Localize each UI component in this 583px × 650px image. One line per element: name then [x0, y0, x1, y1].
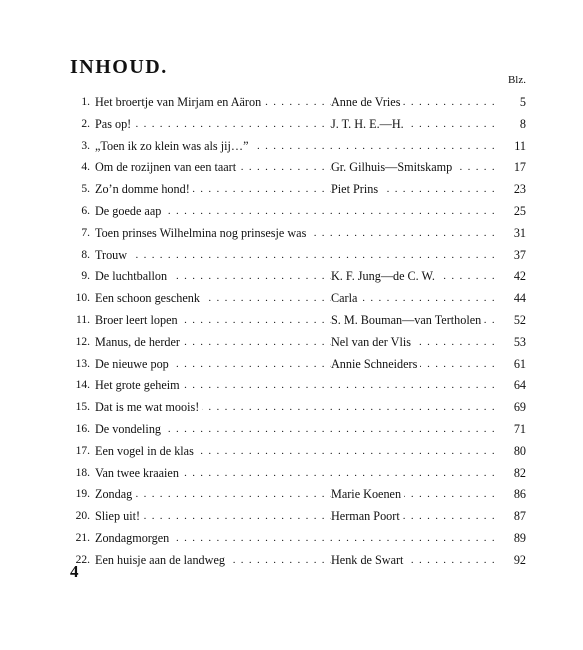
entry-page: 61 — [500, 354, 526, 376]
entry-number: 5. — [81, 183, 90, 196]
entry-number: 3. — [81, 139, 90, 152]
entry-number: 19. — [75, 488, 90, 501]
entry-author: Herman Poort — [331, 506, 403, 528]
toc-entry — [0, 332, 583, 354]
entry-title: Trouw — [95, 245, 130, 267]
toc-entry — [0, 92, 583, 114]
entry-title: De nieuwe pop — [95, 354, 172, 376]
entry-number: 10. — [75, 292, 90, 305]
toc-entry — [0, 245, 583, 267]
entry-title: Een schoon geschenk — [95, 288, 203, 310]
toc-entry — [0, 136, 583, 158]
table-of-contents — [0, 92, 583, 572]
entry-number: 14. — [75, 379, 90, 392]
entry-author: J. T. H. E.—H. — [331, 114, 407, 136]
toc-entry — [0, 506, 583, 528]
toc-entry — [0, 397, 583, 419]
entry-number: 17. — [75, 444, 90, 457]
entry-author: Piet Prins — [331, 179, 381, 201]
toc-entry — [0, 550, 583, 572]
entry-page: 11 — [500, 136, 526, 158]
entry-title: Dat is me wat moois! — [95, 397, 202, 419]
entry-number: 16. — [75, 422, 90, 435]
entry-number: 8. — [81, 248, 90, 261]
entry-title: Sliep uit! — [95, 506, 143, 528]
entry-title: Broer leert lopen — [95, 310, 181, 332]
entry-page: 23 — [500, 179, 526, 201]
page-number: 4 — [70, 562, 79, 581]
entry-title: Manus, de herder — [95, 332, 183, 354]
dot-leader — [95, 245, 517, 267]
entry-title: Zondag — [95, 484, 135, 506]
entry-page: 37 — [500, 245, 526, 267]
entry-author: K. F. Jung—de C. W. — [331, 266, 438, 288]
entry-number: 6. — [81, 204, 90, 217]
entry-title: Een huisje aan de landweg — [95, 550, 228, 572]
toc-entry — [0, 419, 583, 441]
entry-number: 2. — [81, 117, 90, 130]
toc-entry — [0, 223, 583, 245]
entry-page: 17 — [500, 157, 526, 179]
entry-title: Zo’n domme hond! — [95, 179, 193, 201]
entry-page: 53 — [500, 332, 526, 354]
toc-entry — [0, 179, 583, 201]
entry-title: Van twee kraaien — [95, 463, 182, 485]
entry-page: 52 — [500, 310, 526, 332]
entry-page: 69 — [500, 397, 526, 419]
entry-author: Henk de Swart — [331, 550, 406, 572]
entry-title: Om de rozijnen van een taart — [95, 157, 239, 179]
dot-leader — [95, 484, 517, 506]
entry-number: 12. — [75, 335, 90, 348]
toc-entry — [0, 354, 583, 376]
toc-entry — [0, 114, 583, 136]
entry-number: 21. — [75, 531, 90, 544]
dot-leader — [95, 506, 517, 528]
entry-number: 18. — [75, 466, 90, 479]
toc-entry — [0, 484, 583, 506]
entry-number: 7. — [81, 226, 90, 239]
entry-title: „Toen ik zo klein was als jij…” — [95, 136, 251, 158]
entry-number: 4. — [81, 161, 90, 174]
entry-page: 92 — [500, 550, 526, 572]
entry-title: De vondeling — [95, 419, 164, 441]
entry-title: Het broertje van Mirjam en Aäron — [95, 92, 264, 114]
entry-title: Een vogel in de klas — [95, 441, 197, 463]
toc-entry — [0, 310, 583, 332]
entry-number: 15. — [75, 401, 90, 414]
entry-author: Anne de Vries — [331, 92, 403, 114]
entry-number: 13. — [75, 357, 90, 370]
entry-page: 87 — [500, 506, 526, 528]
page-title: INHOUD. — [70, 56, 168, 78]
entry-page: 80 — [500, 441, 526, 463]
entry-author: Nel van der Vlis — [331, 332, 414, 354]
entry-number: 20. — [75, 510, 90, 523]
dot-leader — [95, 114, 517, 136]
entry-page: 86 — [500, 484, 526, 506]
entry-page: 64 — [500, 375, 526, 397]
entry-title: De goede aap — [95, 201, 164, 223]
entry-author: Gr. Gilhuis—Smitskamp — [331, 157, 455, 179]
entry-page: 44 — [500, 288, 526, 310]
entry-page: 31 — [500, 223, 526, 245]
entry-author: S. M. Bouman—van Tertholen — [331, 310, 484, 332]
toc-entry — [0, 528, 583, 550]
toc-entry — [0, 441, 583, 463]
toc-entry — [0, 201, 583, 223]
page-column-label: Blz. — [507, 74, 526, 86]
entry-page: 25 — [500, 201, 526, 223]
entry-author: Carla — [331, 288, 360, 310]
toc-entry — [0, 266, 583, 288]
entry-number: 1. — [81, 96, 90, 108]
entry-title: De luchtballon — [95, 266, 170, 288]
entry-number: 11. — [76, 313, 90, 326]
entry-title: Het grote geheim — [95, 375, 183, 397]
entry-page: 89 — [500, 528, 526, 550]
entry-number: 22. — [75, 553, 90, 566]
entry-author: Marie Koenen — [331, 484, 404, 506]
entry-number: 9. — [81, 270, 90, 283]
toc-entry — [0, 157, 583, 179]
entry-page: 42 — [500, 266, 526, 288]
toc-entry — [0, 463, 583, 485]
entry-page: 82 — [500, 463, 526, 485]
entry-title: Pas op! — [95, 114, 134, 136]
toc-entry — [0, 288, 583, 310]
entry-title: Zondagmorgen — [95, 528, 172, 550]
toc-entry — [0, 375, 583, 397]
entry-page: 71 — [500, 419, 526, 441]
entry-page: 5 — [500, 92, 526, 114]
entry-title: Toen prinses Wilhelmina nog prinsesje was — [95, 223, 309, 245]
entry-author: Annie Schneiders — [331, 354, 420, 376]
entry-page: 8 — [500, 114, 526, 136]
